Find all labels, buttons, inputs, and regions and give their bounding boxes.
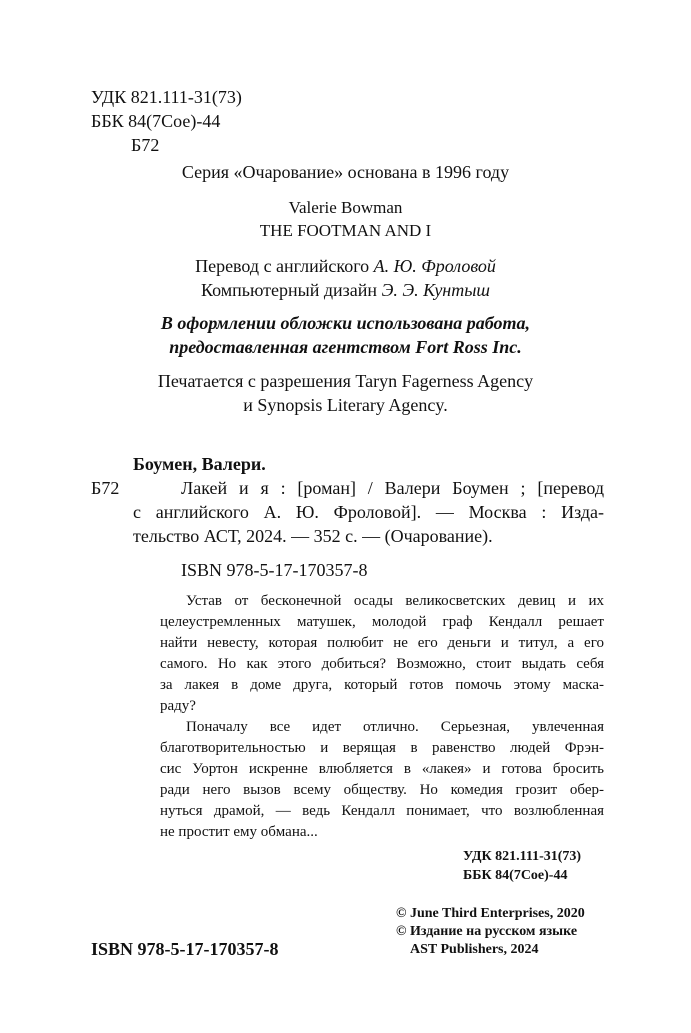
annotation-line-4: самого. Но как этого добиться? Возможно, стоит выдать себя (160, 656, 604, 672)
annotation-line-10: ради него вызов всему обществу. Но комедия грозит обер- (160, 782, 604, 798)
original-author: Valerie Bowman (288, 198, 403, 217)
bbk-code: ББК 84(7Сое)-44 (91, 111, 221, 131)
annotation-line-3: найти невесту, которая полюбит не его деньги и титул, а его (160, 635, 604, 651)
copyright-line-2: © Издание на русском языке (396, 924, 578, 939)
annotation-line-12: не простит ему обмана... (160, 824, 318, 840)
translator-name: А. Ю. Фроловой (373, 256, 496, 276)
annotation-bbk: ББК 84(7Сое)-44 (463, 868, 568, 883)
permission-line-1: Печатается с разрешения Taryn Fagerness Agency (157, 371, 534, 391)
annotation-line-2: целеустремленных матушек, молодой граф Кендалл решает (160, 614, 604, 630)
annotation-line-5: за лакея в доме друга, который готов помочь этому маска- (160, 677, 604, 693)
bibliographic-isbn: ISBN 978-5-17-170357-8 (181, 560, 368, 580)
annotation-line-11: нуться драмой, — ведь Кендалл понимает, что возлюбленная (160, 803, 604, 819)
footer-isbn: ISBN 978-5-17-170357-8 (91, 939, 279, 959)
series-line: Серия «Очарование» основана в 1996 году (181, 162, 510, 182)
bibliographic-mark: Б72 (91, 478, 120, 498)
annotation-line-9: сис Уортон искренне влюбляется в «лакея» и готова бросить (160, 761, 604, 777)
cover-note-line-2: предоставленная агентством Fort Ross Inc. (169, 337, 522, 357)
copyright-line-3: AST Publishers, 2024 (410, 942, 539, 957)
author-mark: Б72 (131, 135, 160, 155)
copyright-line-1: © June Third Enterprises, 2020 (396, 906, 585, 921)
cover-note-line-1: В оформлении обложки использована работа, (160, 313, 531, 333)
bibliographic-line-3: тельство АСТ, 2024. — 352 с. — (Очарование). (133, 526, 493, 546)
udk-code: УДК 821.111-31(73) (91, 87, 242, 107)
original-title: THE FOOTMAN AND I (259, 221, 432, 240)
translation-credit (0, 255, 691, 277)
annotation-line-1: Устав от бесконечной осады великосветских девиц и их (186, 593, 604, 609)
design-credit (0, 279, 691, 301)
annotation-line-6: раду? (160, 698, 196, 714)
bibliographic-heading: Боумен, Валери. (133, 454, 266, 474)
annotation-udk: УДК 821.111-31(73) (463, 849, 582, 864)
designer-name: Э. Э. Кунтыш (381, 280, 491, 300)
bibliographic-line-2: с английского А. Ю. Фроловой]. — Москва : Изда- (133, 502, 604, 522)
permission-line-2: и Synopsis Literary Agency. (243, 395, 448, 415)
translation-prefix: Перевод с английского (195, 256, 374, 276)
annotation-line-8: благотворительностью и верящая в равенство людей Фрэн- (160, 740, 604, 756)
design-prefix: Компьютерный дизайн (200, 280, 382, 300)
annotation-line-7: Поначалу все идет отлично. Серьезная, увлеченная (186, 719, 604, 735)
bibliographic-line-1: Лакей и я : [роман] / Валери Боумен ; [перевод (181, 478, 604, 498)
